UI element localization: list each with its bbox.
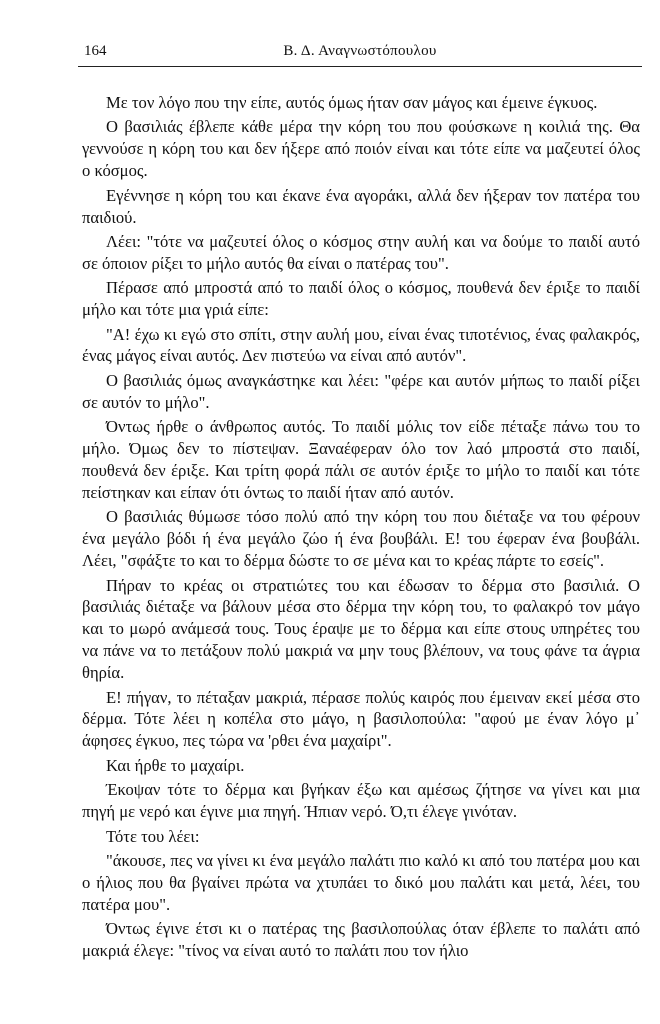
paragraph: Εγέννησε η κόρη του και έκανε ένα αγοράκι, αλλά δεν ήξεραν τον πατέρα του παιδιού.	[82, 185, 640, 227]
paragraph: Ο βασιλιάς όμως αναγκάστηκε και λέει: "φέρε και αυτόν μήπως το παιδί ρίξει σε αυτόν το μήλο".	[82, 370, 640, 412]
paragraph: Πήραν το κρέας οι στρατιώτες του και έδωσαν το δέρμα στο βασιλιά. Ο βασιλιάς διέταξε να βάλουν μέσα στο δέρμα την κόρη του, το φαλακρό τον μάγο και το μωρό ανάμεσά τους. Τους έραψε με το δέρμα και είπε στους υπηρέτες του να πάνε να το πετάξουν πολύ μακριά να μην τους βλέπουν, να τους φάνε τα άγρια θηρία.	[82, 575, 640, 683]
paragraph: "άκουσε, πες να γίνει κι ένα μεγάλο παλάτι πιο καλό κι από του πατέρα μου και ο ήλιος που θα βγαίνει πρώτα να χτυπάει το δικό μου παλάτι και μετά, λέει, του πατέρα μου".	[82, 850, 640, 914]
paragraph: Πέρασε από μπροστά από το παιδί όλος ο κόσμος, πουθενά δεν έριξε το παιδί μήλο και τότε μια γριά είπε:	[82, 278, 640, 320]
paragraph: Όντως ήρθε ο άνθρωπος αυτός. Το παιδί μόλις τον είδε πέταξε πάνω του το μήλο. Όμως δεν το πίστεψαν. Ξαναέφεραν όλο τον λαό μπροστά στο παιδί, πουθενά δεν έριξε. Και τρίτη φορά πάλι σε αυτόν έριξε το μήλο το παιδί και τότε πείστηκαν και είπαν ότι όντως το παιδί ήταν από αυτόν.	[82, 417, 640, 502]
paragraph: Ε! πήγαν, το πέταξαν μακριά, πέρασε πολύς καιρός που έμειναν εκεί μέσα στο δέρμα. Τότε λέει η κοπέλα στο μάγο, η βασιλοπούλα: "αφού με έναν λόγο μ᾽ άφησες έγκυο, πες τώρα να 'ρθει ένα μαχαίρι".	[82, 687, 640, 751]
paragraph: Λέει: "τότε να μαζευτεί όλος ο κόσμος στην αυλή και να δούμε το παιδί αυτό σε όποιον ρίξει το μήλο αυτός θα είναι ο πατέρας του".	[82, 231, 640, 273]
body-text	[82, 92, 640, 964]
page-number: 164	[84, 43, 107, 59]
paragraph: Όντως έγινε έτσι κι ο πατέρας της βασιλοπούλας όταν έβλεπε το παλάτι από μακριά έλεγε: "τίνος να είναι αυτό το παλάτι που τον ήλιο	[82, 919, 640, 961]
paragraph: Τότε του λέει:	[106, 826, 200, 846]
paragraph: "Α! έχω κι εγώ στο σπίτι, στην αυλή μου, είναι ένας τιποτένιος, ένας φαλακρός, ένας μάγος είναι αυτός. Δεν πιστεύω να είναι από αυτόν".	[82, 324, 640, 366]
paragraph: Και ήρθε το μαχαίρι.	[106, 755, 245, 775]
page-header	[78, 40, 642, 67]
paragraph: Με τον λόγο που την είπε, αυτός όμως ήταν σαν μάγος και έμεινε έγκυος.	[106, 93, 598, 112]
paragraph: Ο βασιλιάς έβλεπε κάθε μέρα την κόρη του που φούσκωνε η κοιλιά της. Θα γεννούσε η κόρη του και δεν ήξερε από ποιόν είναι και τότε είπε να μαζευτεί όλος ο κόσμος.	[82, 117, 640, 181]
paragraph: Ο βασιλιάς θύμωσε τόσο πολύ από την κόρη του που διέταξε να του φέρουν ένα μεγάλο βόδι ή ένα μεγάλο ζώο ή ένα βουβάλι. Ε! του έφεραν ένα βουβάλι. Λέει, "σφάξτε το και το δέρμα δώστε το σε μένα και το κρέας πάρτε το εσείς".	[82, 507, 640, 571]
running-head: Β. Δ. Αναγνωστόπουλου	[283, 43, 437, 59]
paragraph: Έκοψαν τότε το δέρμα και βγήκαν έξω και αμέσως ζήτησε να γίνει και μια πηγή με νερό και έγινε μια πηγή. Ήπιαν νερό. Ό,τι έλεγε γινόταν.	[82, 780, 640, 822]
